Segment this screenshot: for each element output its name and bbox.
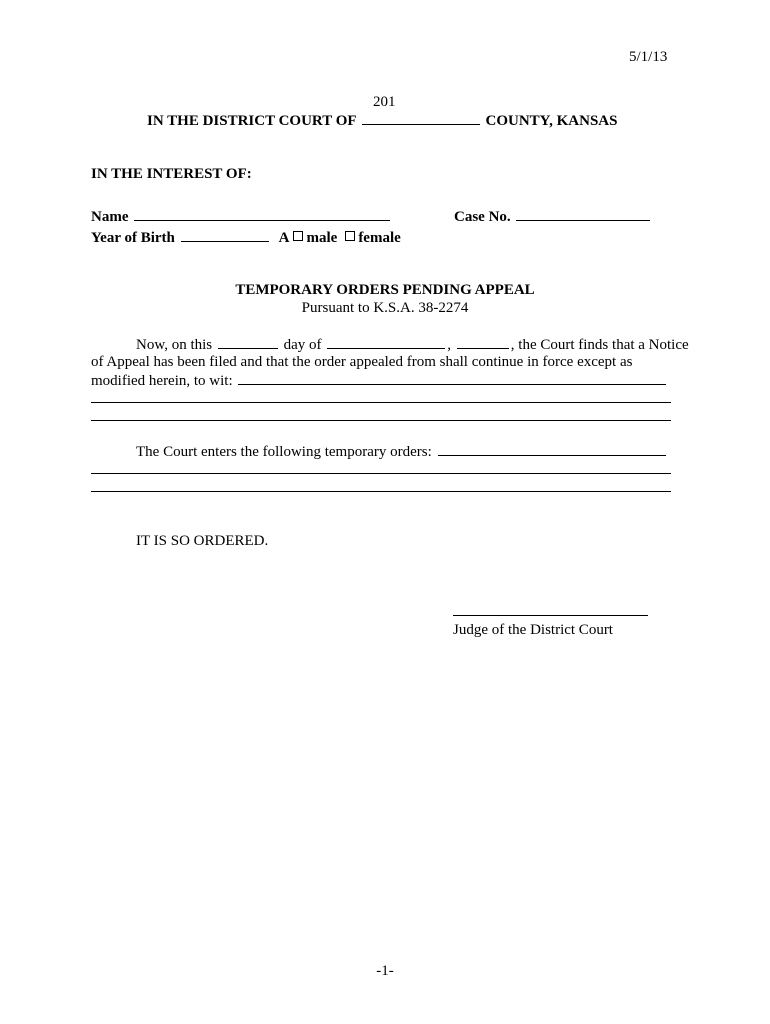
court-suffix: COUNTY, KANSAS <box>485 113 618 129</box>
paragraph-1-line-2: of Appeal has been filed and that the order appealed from shall continue in force except as <box>91 354 633 370</box>
page-number: -1- <box>376 963 394 979</box>
paragraph-1-line-1: Now, on this day of , , the Court finds that a Notice <box>136 337 689 353</box>
case-no-field[interactable] <box>516 207 650 221</box>
form-number: 201 <box>373 94 396 110</box>
so-ordered: IT IS SO ORDERED. <box>136 533 269 549</box>
modification-field[interactable] <box>238 371 666 385</box>
case-no-row <box>454 207 652 226</box>
to-wit-text: modified herein, to wit: <box>91 373 233 389</box>
name-label: Name <box>91 209 129 225</box>
paragraph-2-line-1 <box>136 442 668 461</box>
year-field[interactable] <box>457 335 509 349</box>
birth-year-field[interactable] <box>181 228 269 242</box>
temporary-orders-field[interactable] <box>438 442 666 456</box>
temporary-orders-text: The Court enters the following temporary orders: <box>136 444 432 460</box>
now-text: Now, on this <box>136 337 213 353</box>
birth-sex-row <box>91 228 401 247</box>
temporary-orders-line-3[interactable] <box>91 491 671 492</box>
form-date: 5/1/13 <box>629 49 668 65</box>
case-no-label: Case No. <box>454 209 511 225</box>
court-heading <box>147 111 617 130</box>
name-field[interactable] <box>134 207 390 221</box>
month-field[interactable] <box>327 335 445 349</box>
day-of-text: day of <box>283 337 322 353</box>
name-row <box>91 207 392 226</box>
birth-label: Year of Birth <box>91 230 175 246</box>
court-finds-text: , the Court finds that a Notice <box>510 337 689 353</box>
judge-signature-label: Judge of the District Court <box>453 622 613 638</box>
modification-line-2[interactable] <box>91 402 671 403</box>
day-field[interactable] <box>218 335 278 349</box>
county-field[interactable] <box>362 111 480 125</box>
male-label: male <box>306 230 338 246</box>
female-label: female <box>358 230 401 246</box>
female-checkbox[interactable] <box>345 231 355 241</box>
male-checkbox[interactable] <box>293 231 303 241</box>
temporary-orders-line-2[interactable] <box>91 473 671 474</box>
paragraph-1-line-3 <box>91 371 668 390</box>
sex-prefix: A <box>278 230 290 246</box>
court-prefix: IN THE DISTRICT COURT OF <box>147 113 356 129</box>
interest-heading: IN THE INTEREST OF: <box>91 166 252 182</box>
document-title: TEMPORARY ORDERS PENDING APPEAL <box>235 282 535 298</box>
judge-signature-line[interactable] <box>453 615 648 616</box>
modification-line-3[interactable] <box>91 420 671 421</box>
document-subtitle: Pursuant to K.S.A. 38-2274 <box>301 300 469 316</box>
